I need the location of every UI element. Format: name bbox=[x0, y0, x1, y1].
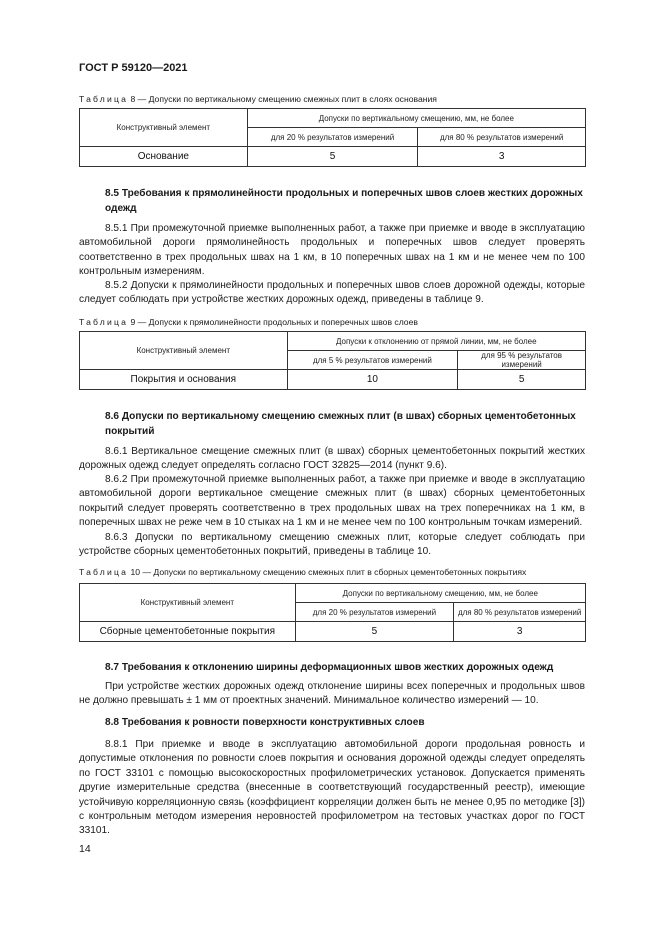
table-9-row-name: Покрытия и основания bbox=[80, 370, 288, 390]
table-10-row-name: Сборные цементобетонные покрытия bbox=[80, 622, 296, 642]
table-9-header-b: для 95 % результатов измерений bbox=[458, 351, 586, 370]
table-10-caption-label: Таблица bbox=[79, 567, 129, 577]
table-row bbox=[80, 622, 586, 642]
table-9-header-group: Допуски к отклонению от прямой линии, мм, не более bbox=[287, 332, 585, 351]
table-10-header-a: для 20 % результатов измерений bbox=[295, 603, 454, 622]
section-8-5-1-paragraph: 8.5.1 При промежуточной приемке выполненных работ, а также при приемке и вводе в эксплуатацию автомобильной дороги прямолинейность продольных и поперечных швов следует проверять соответственно в трех продольных швах на 1 км, в 10 поперечных швах на 1 км и не менее чем по 100 контрольным измерениям. bbox=[79, 223, 585, 278]
table-8-header-b: для 80 % результатов измерений bbox=[418, 128, 586, 147]
table-row bbox=[80, 147, 586, 167]
table-9-header-a: для 5 % результатов измерений bbox=[287, 351, 458, 370]
table-9-caption-label: Таблица bbox=[79, 317, 129, 327]
table-9-caption bbox=[79, 317, 418, 327]
section-8-7-heading: 8.7 Требования к отклонению ширины деформационных швов жестких дорожных одежд bbox=[105, 662, 554, 673]
table-9-row-b: 5 bbox=[458, 370, 586, 390]
document-header: ГОСТ Р 59120—2021 bbox=[79, 62, 188, 74]
section-8-6-3-paragraph: 8.6.3 Допуски по вертикальному смещению смежных плит, которые следует соблюдать при устройстве сборных цементобетонных покрытий, приведены в таблице 10. bbox=[79, 532, 585, 558]
section-8-5-heading: 8.5 Требования к прямолинейности продольных и поперечных швов слоев жестких дорожных одежд bbox=[105, 188, 583, 214]
table-10-header-group: Допуски по вертикальному смещению, мм, не более bbox=[295, 584, 585, 603]
section-8-5-2-paragraph: 8.5.2 Допуски к прямолинейности продольных и поперечных швов слоев дорожной одежды, которые следует соблюдать при устройстве жестких дорожных одежд, приведены в таблице 9. bbox=[79, 280, 585, 306]
section-8-8-1-paragraph: 8.8.1 При приемке и вводе в эксплуатацию автомобильной дороги продольная ровность и допустимые отклонения по ровности слоев покрытия и основания дорожной одежды следует определять по ГОСТ 33101 с помощью высокоскоростных профилометрических установок. Допускается применять другие измерительные средства (внесенные в соответствующий государственный реестр), имеющие устойчивую корреляционную связь (коэффициент корреляции должен быть не менее 0,95 по методике [3]) с контрольным методом измерения неровностей профилометром на тестовых участках дорог по ГОСТ 33101. bbox=[79, 739, 585, 837]
section-8-8-heading: 8.8 Требования к ровности поверхности конструктивных слоев bbox=[105, 717, 425, 728]
table-10-caption bbox=[79, 567, 526, 577]
table-8-row-b: 3 bbox=[418, 147, 586, 167]
table-row bbox=[80, 370, 586, 390]
table-9-header-element: Конструктивный элемент bbox=[80, 332, 288, 370]
table-10 bbox=[79, 583, 586, 642]
section-8-6-heading: 8.6 Допуски по вертикальному смещению смежных плит (в швах) сборных цементобетонных покрытий bbox=[105, 411, 576, 437]
page-number: 14 bbox=[79, 843, 91, 855]
table-10-caption-text: 10 — Допуски по вертикальному смещению смежных плит в сборных цементобетонных покрытиях bbox=[128, 567, 527, 577]
table-10-header-b: для 80 % результатов измерений bbox=[454, 603, 586, 622]
section-8-7-paragraph: При устройстве жестких дорожных одежд отклонение ширины всех поперечных и продольных швов не должно превышать ± 1 мм от проектных значений. Минимальное количество измерений — 10. bbox=[79, 681, 585, 707]
table-8-row-a: 5 bbox=[247, 147, 418, 167]
section-8-6-1-paragraph: 8.6.1 Вертикальное смещение смежных плит (в швах) сборных цементобетонных покрытий жестких дорожных одежд следует определять согласно ГОСТ 32825—2014 (пункт 9.6). bbox=[79, 446, 585, 472]
table-8-row-name: Основание bbox=[80, 147, 248, 167]
table-8 bbox=[79, 108, 586, 167]
table-8-header-element: Конструктивный элемент bbox=[80, 109, 248, 147]
table-8-caption bbox=[79, 94, 437, 104]
table-9-row-a: 10 bbox=[287, 370, 458, 390]
table-10-row-a: 5 bbox=[295, 622, 454, 642]
table-9 bbox=[79, 331, 586, 390]
table-8-caption-text: 8 — Допуски по вертикальному смещению смежных плит в слоях основания bbox=[128, 94, 437, 104]
table-8-caption-label: Таблица bbox=[79, 94, 129, 104]
section-8-6-2-paragraph: 8.6.2 При промежуточной приемке выполненных работ, а также при приемке и вводе в эксплуатацию автомобильной дороги вертикальное смещение смежных плит (в швах) сборных цементобетонных покрытий следует проверять соответственно в трех продольных швах на трех поперечниках на 1 км, в поперечных швах не реже чем в 10 стыках на 1 км и не менее чем по 100 контрольным точкам измерений. bbox=[79, 474, 585, 529]
table-8-header-a: для 20 % результатов измерений bbox=[247, 128, 418, 147]
table-9-caption-text: 9 — Допуски к прямолинейности продольных и поперечных швов слоев bbox=[128, 317, 418, 327]
table-10-header-element: Конструктивный элемент bbox=[80, 584, 296, 622]
table-10-row-b: 3 bbox=[454, 622, 586, 642]
table-8-header-group: Допуски по вертикальному смещению, мм, не более bbox=[247, 109, 585, 128]
